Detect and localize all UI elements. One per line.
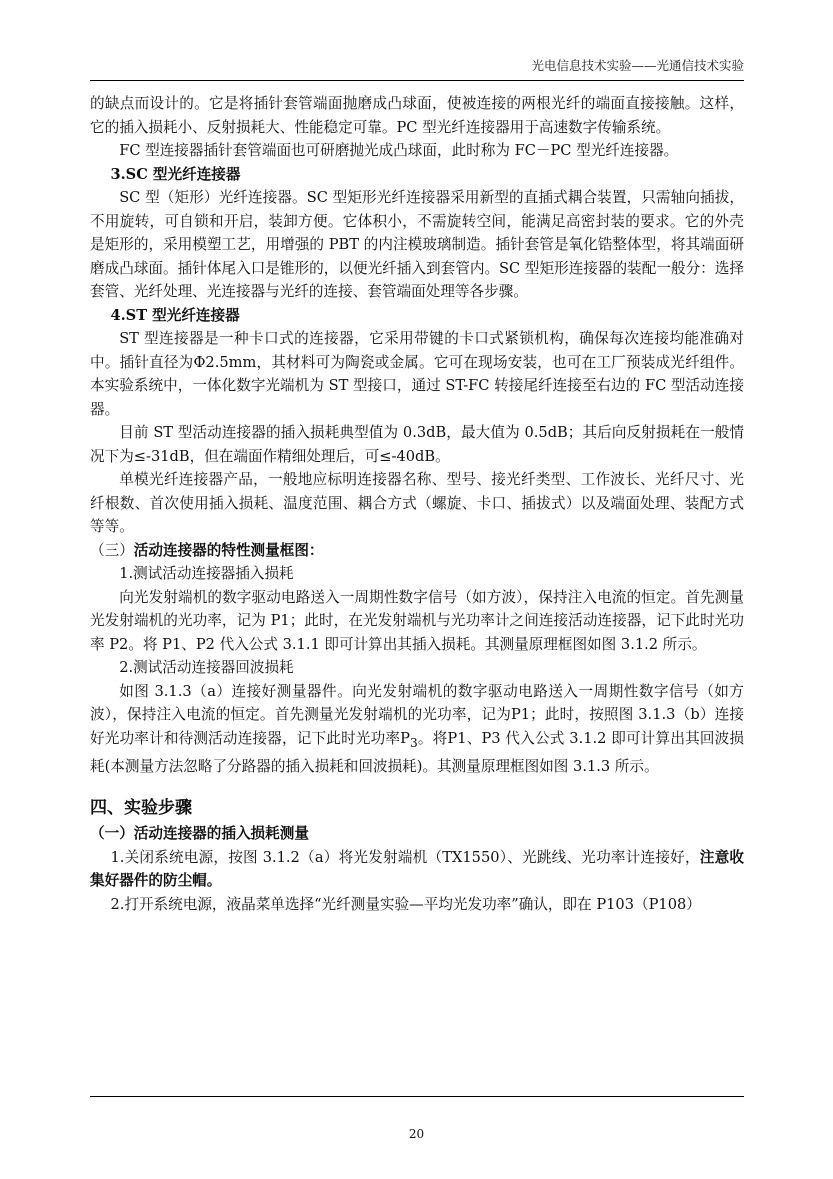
subsection-prefix: （三） [90, 541, 134, 559]
paragraph: 单模光纤连接器产品，一般地应标明连接器名称、型号、接光纤类型、工作波长、光纤尺寸、光纤根数、首次使用插入损耗、温度范围、耦合方式（螺旋、卡口、插拔式）以及端面处理、装配方式等等。 [90, 471, 744, 535]
subsection-heading: （一）活动连接器的插入损耗测量 [90, 825, 309, 843]
step-title: 1.测试活动连接器插入损耗 [119, 565, 294, 582]
subsection-title: 活动连接器的特性测量框图： [133, 541, 324, 559]
paragraph: FC 型连接器插针套管端面也可研磨抛光成凸球面，此时称为 FC－PC 型光纤连接器。 [119, 142, 679, 159]
paragraph: SC 型（矩形）光纤连接器。SC 型矩形光纤连接器采用新型的直插式耦合装置，只需轴向插拔，不用旋转，可自锁和开启，装卸方便。它体积小，不需旋转空间，能满足高密封装的要求。它的外壳是矩形的，采用模塑工艺，用增强的 PBT 的内注模玻璃制造。插针套管是氧化锆整体型，将其端面研磨成凸球面。插针体尾入口是锥形的，以便光纤插入到套管内。SC 型矩形连接器的装配一般分：选择套管、光纤处理、光连接器与光纤的连接、套管端面处理等各步骤。 [90, 189, 744, 300]
paragraph: 2.打开系统电源，液晶菜单选择“光纤测量实验—平均光发功率”确认，即在 P103（P108） [110, 895, 701, 913]
header-rule [90, 80, 744, 81]
running-header: 光电信息技术实验——光通信技术实验 [531, 58, 744, 73]
subsection-heading [90, 539, 744, 563]
paragraph: 目前 ST 型活动连接器的插入损耗典型值为 0.3dB，最大值为 0.5dB；其后向反射损耗在一般情况下为≤-31dB，但在端面作精细处理后，可≤-40dB。 [90, 424, 744, 465]
paragraph-text: 。将P1、P3 代入公式 3.1.2 即可计算出其回波损耗(本测量方法忽略了分路器的插入损耗和回波损耗)。其测量原理框图如图 3.1.3 所示。 [90, 729, 744, 775]
chapter-heading: 四、实验步骤 [90, 798, 192, 819]
page-number: 20 [408, 1127, 425, 1141]
paragraph-text: 1.关闭系统电源，按图 3.1.2（a）将光发射端机（TX1550）、光跳线、光功率计连接好， [110, 848, 700, 866]
paragraph-text: 如图 3.1.3（a）连接好测量器件。向光发射端机的数字驱动电路送入一周期性数字信号（如方波），保持注入电流的恒定。首先测量光发射端机的光功率，记为P1；此时，按照图 3.1.3（b）连接好光功率计和待测活动连接器，记下此时光功率P [90, 682, 744, 747]
section-heading-sc: 3.SC 型光纤连接器 [110, 165, 241, 183]
paragraph [90, 680, 744, 779]
paragraph: 的缺点而设计的。它是将插针套管端面抛磨成凸球面，使被连接的两根光纤的端面直接接触。这样，它的插入损耗小、反射损耗大、性能稳定可靠。PC 型光纤连接器用于高速数字传输系统。 [90, 95, 744, 136]
paragraph: 向光发射端机的数字驱动电路送入一周期性数字信号（如方波），保持注入电流的恒定。首先测量光发射端机的光功率，记为 P1；此时，在光发射端机与光功率计之间连接活动连接器，记下此时光功率 P2。将 P1、P2 代入公式 3.1.1 即可计算出其插入损耗。其测量原理框图如图 3.1.2 所示。 [90, 588, 744, 653]
page-body [90, 92, 744, 916]
emphasis-text: 注意收集好器件的防尘帽。 [90, 848, 744, 890]
step-title: 2.测试活动连接器回波损耗 [119, 659, 294, 676]
paragraph: ST 型连接器是一种卡口式的连接器，它采用带键的卡口式紧锁机构，确保每次连接均能准确对中。插针直径为Φ2.5mm，其材料可为陶瓷或金属。它可在现场安装，也可在工厂预装成光纤组件。本实验系统中，一体化数字光端机为 ST 型接口，通过 ST-FC 转接尾纤连接至右边的 FC 型活动连接器。 [90, 330, 744, 418]
subscript: 3 [409, 735, 418, 750]
paragraph [90, 846, 744, 893]
section-heading-st: 4.ST 型光纤连接器 [110, 306, 240, 324]
footer-rule [90, 1096, 744, 1097]
